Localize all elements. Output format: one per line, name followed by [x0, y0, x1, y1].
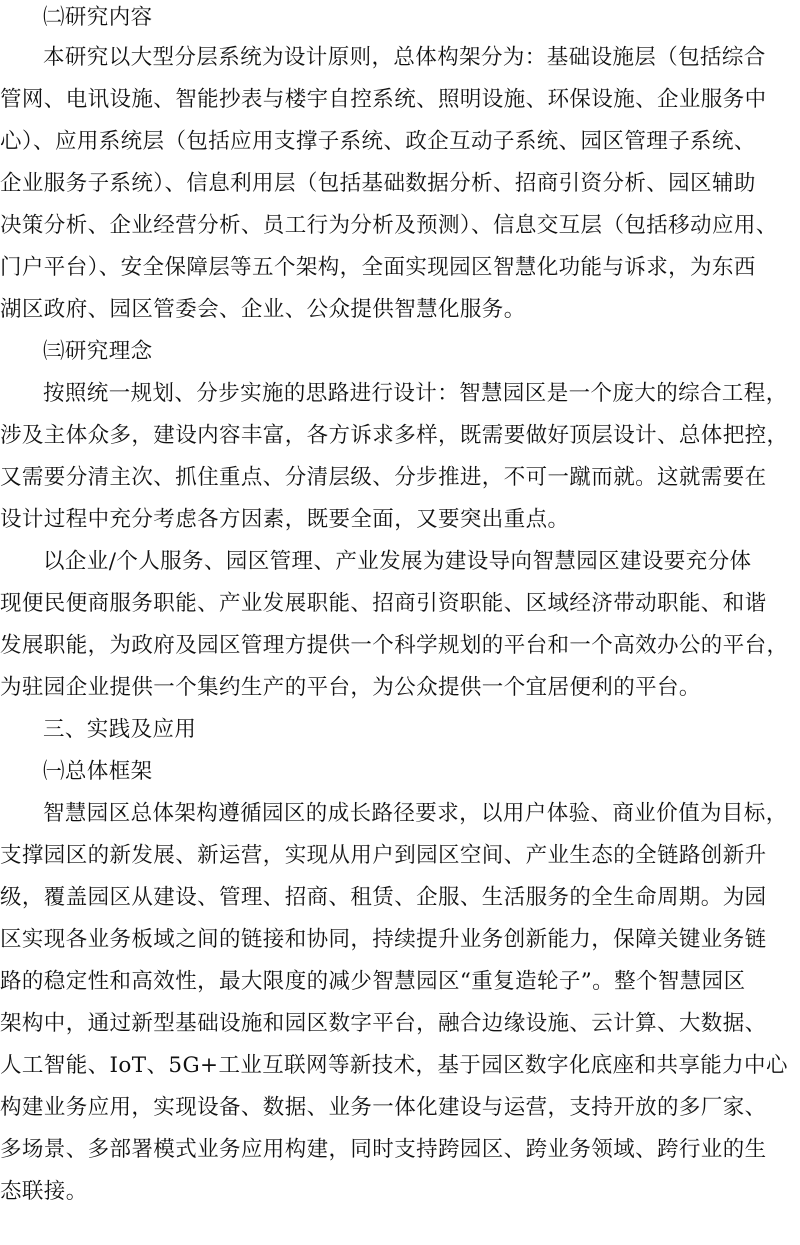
text-line: 设计过程中充分考虑各方因素，既要全面，又要突出重点。 [0, 507, 570, 532]
text-line: 湖区政府、园区管委会、企业、公众提供智慧化服务。 [0, 297, 526, 322]
text-line: 构建业务应用，实现设备、数据、业务一体化建设与运营，支持开放的多厂家、 [0, 1095, 767, 1120]
text-line: 现便民便商服务职能、产业发展职能、招商引资职能、区域经济带动职能、和谐 [0, 591, 767, 616]
text-line: 本研究以大型分层系统为设计原则，总体构架分为：基础设施层（包括综合 [43, 45, 766, 70]
text-line: 多场景、多部署模式业务应用构建，同时支持跨园区、跨业务领域、跨行业的生 [0, 1137, 767, 1162]
text-line: 支撑园区的新发展、新运营，实现从用户到园区空间、产业生态的全链路创新升 [0, 843, 767, 868]
text-line: 管网、电讯设施、智能抄表与楼宇自控系统、照明设施、环保设施、企业服务中 [0, 87, 767, 112]
heading-research-content: ㈡研究内容 [43, 5, 153, 30]
text-line: 为驻园企业提供一个集约生产的平台，为公众提供一个宜居便利的平台。 [0, 675, 701, 700]
text-line: 决策分析、企业经营分析、员工行为分析及预测）、信息交互层（包括移动应用、 [0, 213, 778, 238]
text-line: 态联接。 [0, 1179, 88, 1204]
text-line: 涉及主体众多，建设内容丰富，各方诉求多样，既需要做好顶层设计、总体把控， [0, 423, 789, 448]
text-line: 路的稳定性和高效性，最大限度的减少智慧园区“重复造轮子”。整个智慧园区 [0, 969, 746, 994]
text-line: 企业服务子系统）、信息利用层（包括基础数据分析、招商引资分析、园区辅助 [0, 171, 756, 196]
text-line: 级，覆盖园区从建设、管理、招商、租赁、企服、生活服务的全生命周期。为园 [0, 885, 767, 910]
text-line: 智慧园区总体架构遵循园区的成长路径要求，以用户体验、商业价值为目标， [43, 801, 788, 826]
text-line: 区实现各业务板域之间的链接和协同，持续提升业务创新能力，保障关键业务链 [0, 927, 767, 952]
text-line: 又需要分清主次、抓住重点、分清层级、分步推进，不可一蹴而就。这就需要在 [0, 465, 767, 490]
text-line: 人工智能、IoT、5G+工业互联网等新技术，基于园区数字化底座和共享能力中心 [0, 1053, 788, 1078]
heading-practice: 三、实践及应用 [43, 717, 197, 742]
text-line: 以企业/个人服务、园区管理、产业发展为建设导向智慧园区建设要充分体 [43, 549, 752, 574]
text-line: 门户平台）、安全保障层等五个架构，全面实现园区智慧化功能与诉求，为东西 [0, 255, 756, 280]
text-line: 按照统一规划、分步实施的思路进行设计：智慧园区是一个庞大的综合工程， [43, 381, 788, 406]
text-line: 架构中，通过新型基础设施和园区数字平台，融合边缘设施、云计算、大数据、 [0, 1011, 767, 1036]
text-line: 心）、应用系统层（包括应用支撑子系统、政企互动子系统、园区管理子系统、 [0, 129, 756, 154]
heading-research-concept: ㈢研究理念 [43, 339, 153, 364]
heading-framework: ㈠总体框架 [43, 759, 153, 784]
text-line: 发展职能，为政府及园区管理方提供一个科学规划的平台和一个高效办公的平台， [0, 633, 789, 658]
